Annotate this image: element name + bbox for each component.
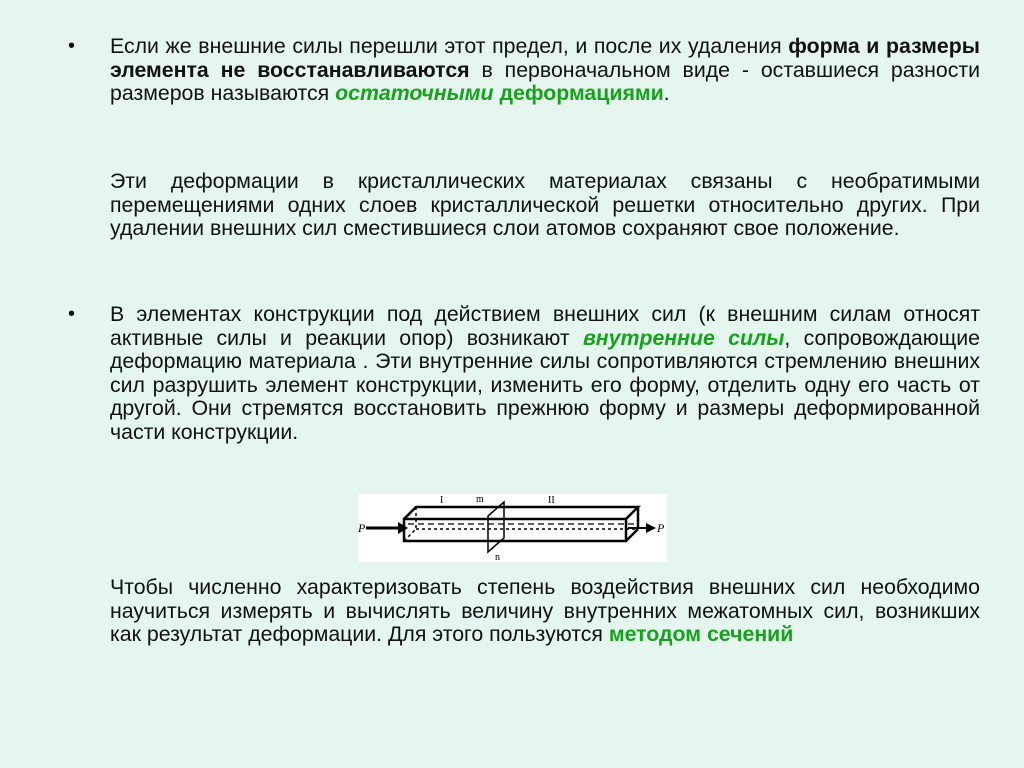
p1-green-italic-term: остаточными — [335, 81, 494, 106]
bar-top-face — [404, 507, 638, 519]
paragraph-internal-forces — [110, 303, 980, 445]
label-right-p: P — [657, 521, 665, 535]
bar-front-face — [404, 519, 626, 541]
label-part-ii: II — [548, 495, 555, 506]
section-plane — [488, 502, 504, 552]
p4-text: Чтобы численно характеризовать степень воздействия внешних сил необходимо научиться измерять и вычислять величину внутренних межатомных сил, возникших как результат деформации. Для этого пользуются — [110, 575, 980, 647]
right-arrow-head-icon — [646, 523, 656, 533]
p1-text-end: . — [663, 81, 670, 106]
bar-section-figure — [358, 494, 667, 562]
bar-diagram — [358, 494, 667, 562]
bar-right-bottom-edge — [626, 529, 638, 541]
p1-bold-text: форма и размеры элемента не восстанавливаются — [110, 34, 980, 82]
p4-green-term: методом сечений — [608, 622, 794, 647]
label-part-i: I — [440, 495, 444, 506]
p1-text-2: в первоначальном виде - оставшиеся разности размеров называются — [110, 57, 980, 106]
p3-text-2: , сопровождающие деформацию материала . Эти внутренние силы сопротивляются стремлению внешних сил разрушить элемент конструкции, изменить его форму, отделить одну его часть от другой. Они стремятся восстановить прежнюю форму и размеры деформированной части конструкции. — [110, 325, 980, 444]
p1-green-term: деформациями — [499, 81, 664, 106]
paragraph-residual-deformations — [110, 35, 980, 106]
bullet-2: • — [68, 303, 76, 325]
p1-text-1: Если же внешние силы перешли этот предел, и после их удаления — [110, 34, 789, 58]
hidden-edge-diagonal — [404, 529, 416, 541]
label-section-m: m — [476, 494, 484, 505]
paragraph-crystal-materials: Эти деформации в кристаллических материалах связаны с необратимыми перемещениями одних слоев кристаллической решетки относительно других. При удалении внешних сил сместившиеся слои атомов сохраняют свое положение. — [110, 169, 980, 241]
label-section-n: n — [495, 552, 500, 562]
bullet-1: • — [68, 35, 76, 57]
p3-green-italic-term: внутренние силы — [582, 325, 785, 350]
paragraph-section-method — [110, 576, 980, 647]
p3-text-1: В элементах конструкции под действием внешних сил (к внешним силам относят активные силы и реакции опор) возникают — [110, 302, 980, 350]
label-left-p: P — [358, 521, 366, 535]
